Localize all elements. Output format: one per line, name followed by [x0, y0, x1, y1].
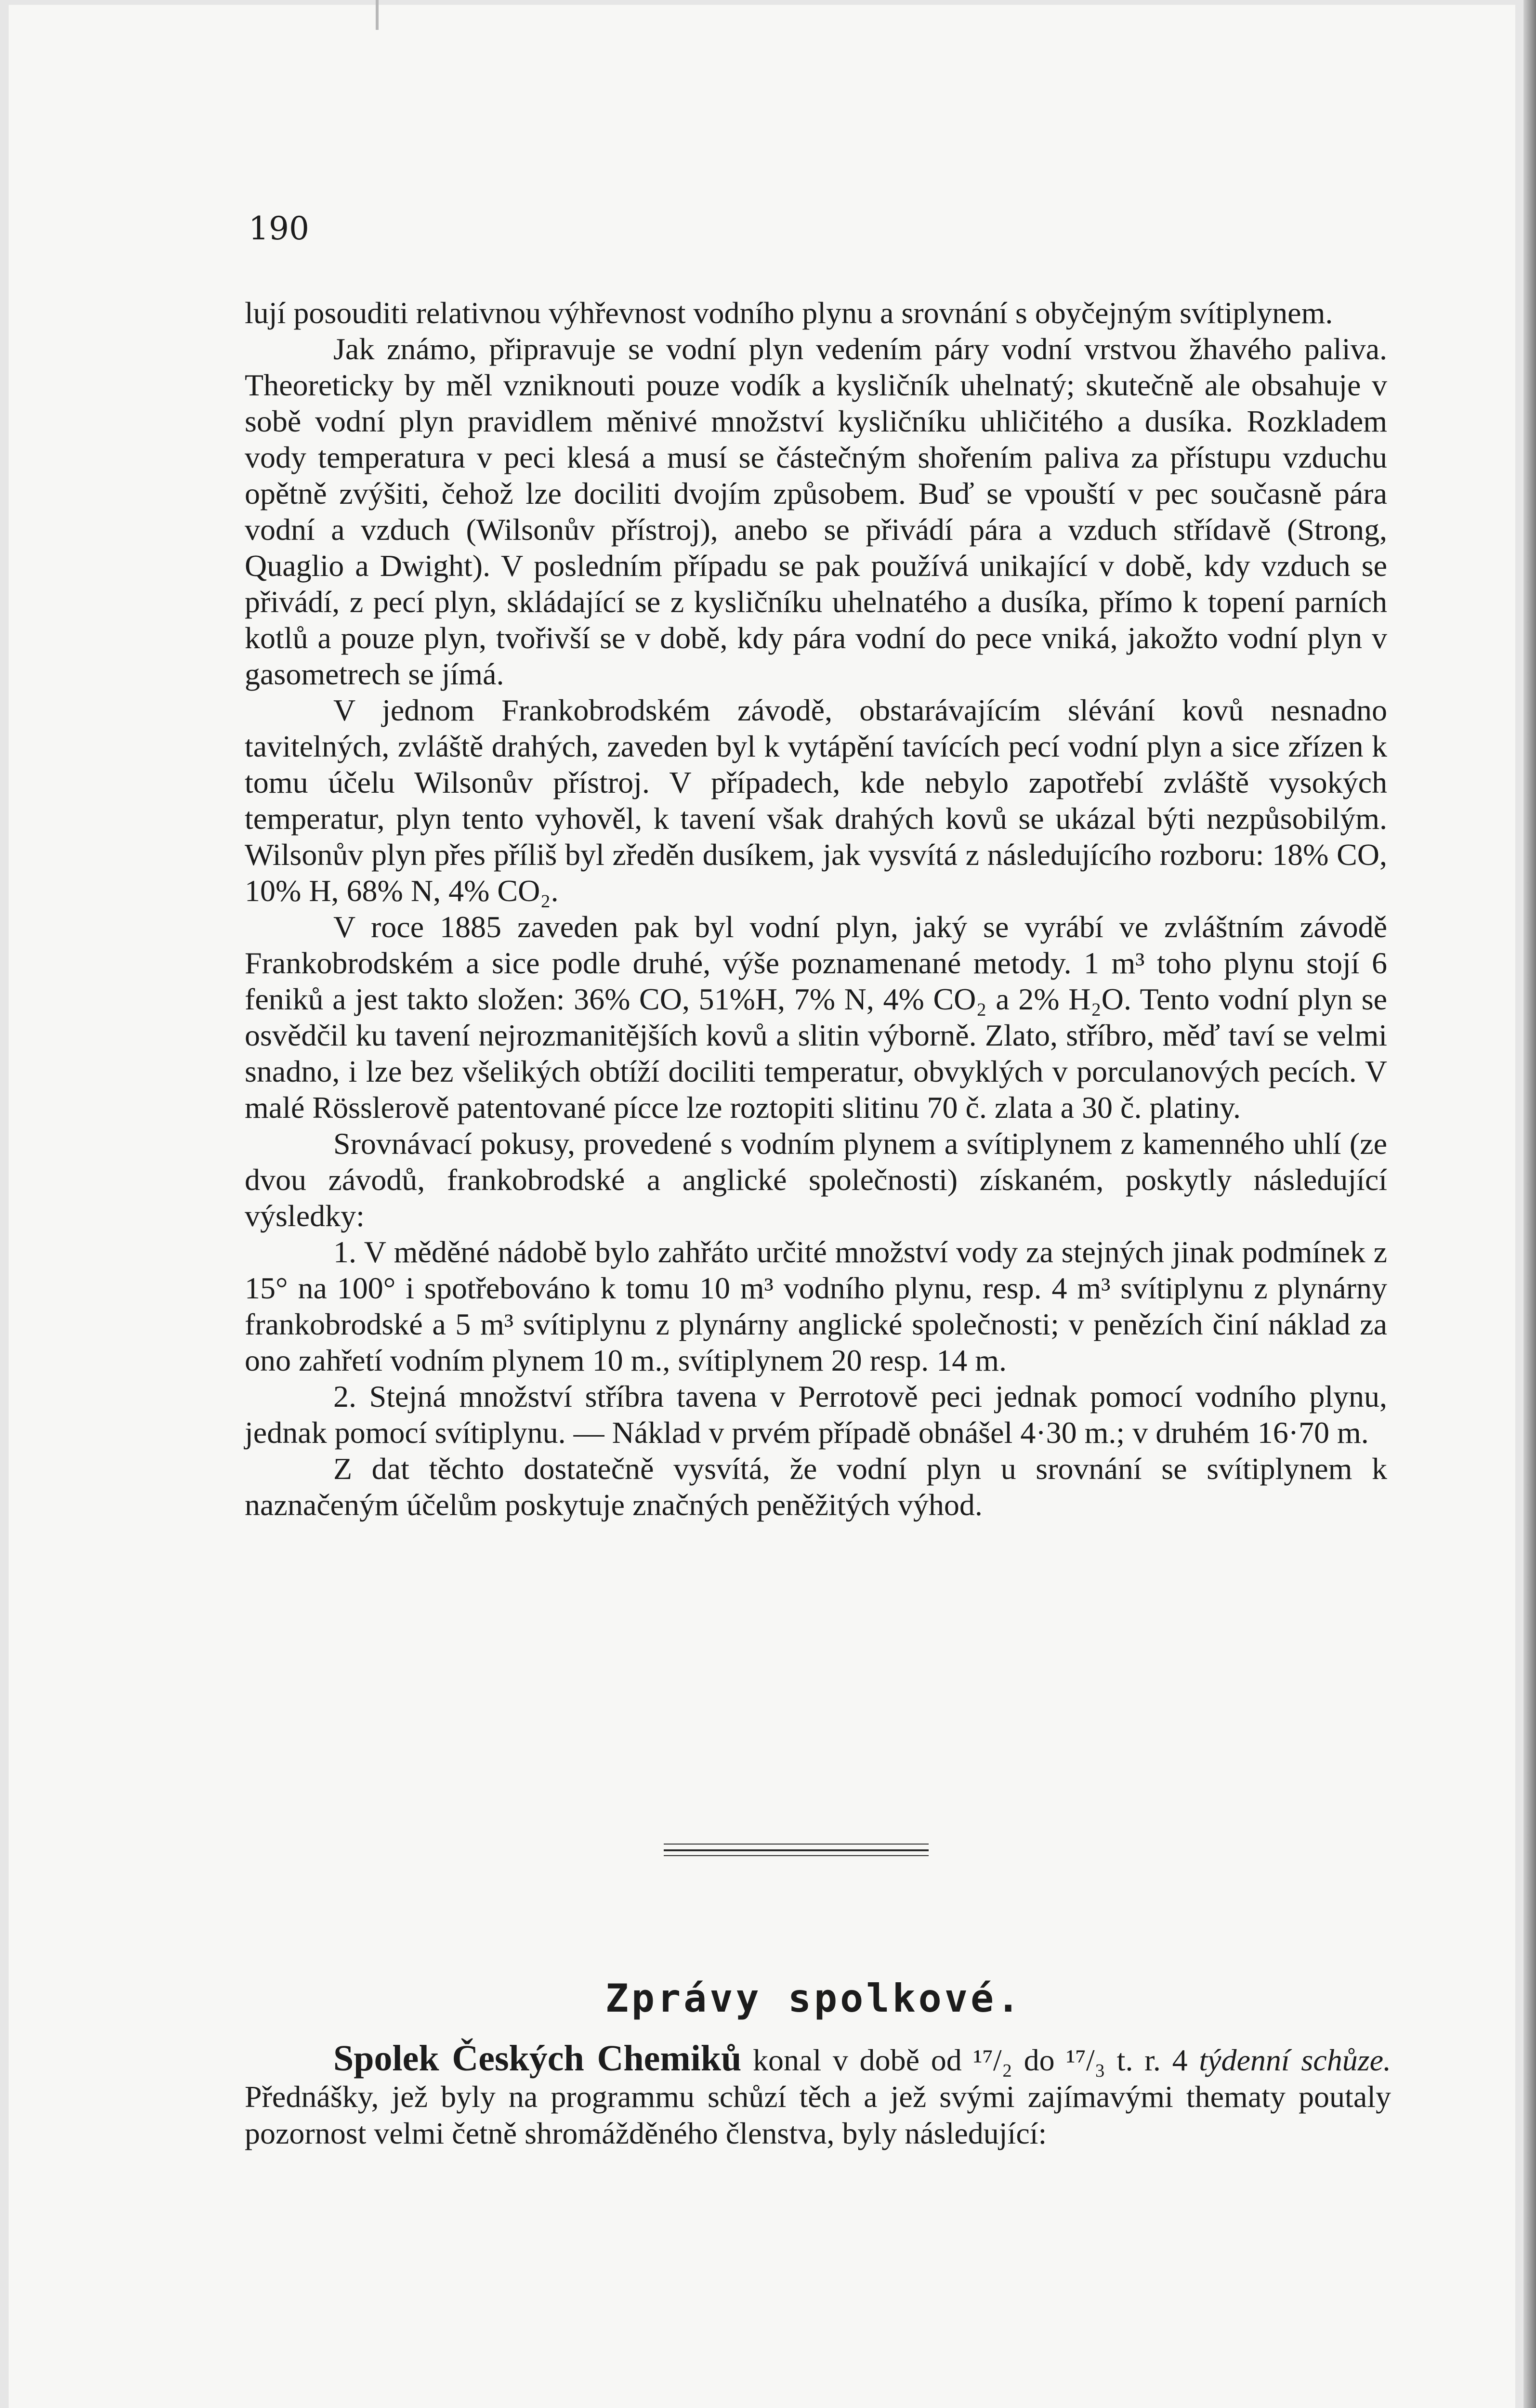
paragraph-frankfurt-foundry: V jednom Frankobrodském závodě, obstarávajícím slévání kovů nesnadno tavitelných, zvláště drahých, zaveden byl k vytápění tavících pecí vodní plyn a sice zřízen k tomu účelu Wilsonův přístroj. V případech, kde nebylo zapotřebí zvláště vysokých temperatur, plyn tento vyhověl, k tavení však drahých kovů se ukázal býti nezpůsobilým. Wilsonův plyn přes příliš byl zředěn dusíkem, jak vysvítá z následujícího rozboru: 18% CO, 10% H, 68% N, 4% CO₂.	[245, 693, 1387, 908]
article-body	[245, 295, 1387, 1523]
paragraph-comparative-tests: Srovnávací pokusy, provedené s vodním plynem a svítiplynem z kamenného uhlí (ze dvou závodů, frankobrodské a anglické společnosti) získaném, poskytly následující výsledky:	[245, 1126, 1387, 1233]
notice-italic: týdenní schůze.	[1199, 2043, 1392, 2077]
society-notice	[245, 2040, 1391, 2152]
paragraph-continuation: lují posouditi relativnou výhřevnost vodního plynu a srovnání s obyčejným svítiplynem.	[245, 296, 1333, 330]
page-edge-right	[1523, 0, 1536, 2408]
paragraph-1885-water-gas: V roce 1885 zaveden pak byl vodní plyn, jaký se vyrábí ve zvláštním závodě Frankobrodském a sice podle druhé, výše poznamenané metody. 1 m³ toho plynu stojí 6 feniků a jest takto složen: 36% CO, 51%H, 7% N, 4% CO₂ a 2% H₂O. Tento vodní plyn se osvědčil ku tavení nejrozmanitějších kovů a slitin výborně. Zlato, stříbro, měď taví se velmi snadno, i lze bez všelikých obtíží dociliti temperatur, obvyklých v porculanových pecích. V malé Rösslerově patentované pícce lze roztopiti slitinu 70 č. zlata a 30 č. platiny.	[245, 910, 1387, 1125]
section-title: Zprávy spolkové.	[605, 1976, 1023, 2021]
section-divider-top	[664, 1844, 929, 1845]
paragraph-water-gas-preparation: Jak známo, připravuje se vodní plyn vedením páry vodní vrstvou žhavého paliva. Theoreticky by měl vzniknouti pouze vodík a kysličník uhelnatý; skutečně ale obsahuje v sobě vodní plyn pravidlem měnivé množství kysličníku uhličitého a dusíka. Rozkladem vody temperatura v peci klesá a musí se částečným shořením paliva za přístupu vzduchu opětně zvýšiti, čehož lze dociliti dvojím způsobem. Buď se vpouští v pec současně pára vodní a vzduch (Wilsonův přístroj), anebo se přivádí pára a vzduch střídavě (Strong, Quaglio a Dwight). V posledním případu se pak používá unikající v době, kdy vzduch se přivádí, z pecí plyn, skládající se z kysličníku uhelnatého a dusíka, přímo k topení parních kotlů a pouze plyn, tvořivší se v době, kdy pára vodní do pece vniká, jakožto vodní plyn v gasometrech se jímá.	[245, 332, 1387, 691]
section-divider-middle	[664, 1849, 929, 1851]
paragraph-conclusion: Z dat těchto dostatečně vysvítá, že vodní plyn u srovnání se svítiplynem k naznačeným účelům poskytuje značných peněžitých výhod.	[245, 1452, 1387, 1522]
notice-text-1: konal v době od ¹⁷/₂ do ¹⁷/₃ t. r. 4	[741, 2043, 1199, 2077]
page-number: 190	[249, 210, 309, 247]
society-notice-paragraph	[245, 2040, 1391, 2152]
scan-mark	[376, 0, 379, 30]
paragraph-result-1: 1. V měděné nádobě bylo zahřáto určité množství vody za stejných jinak podmínek z 15° na 100° i spotřebováno k tomu 10 m³ vodního plynu, resp. 4 m³ svítiplynu z plynárny frankobrodské a 5 m³ svítiplynu z plynárny anglické společnosti; v penězích činí náklad za ono zahřetí vodním plynem 10 m., svítiplynem 20 resp. 14 m.	[245, 1235, 1387, 1377]
notice-text-2: Přednášky, jež byly na programmu schůzí těch a jež svými zajímavými thematy poutaly pozornost velmi četně shromážděného členstva, byly následující:	[245, 2080, 1391, 2150]
section-divider-bottom	[664, 1855, 929, 1856]
society-name: Spolek Českých Chemiků	[333, 2038, 742, 2079]
paragraph-result-2: 2. Stejná množství stříbra tavena v Perrotově peci jednak pomocí vodního plynu, jednak pomocí svítiplynu. — Náklad v prvém případě obnášel 4·30 m.; v druhém 16·70 m.	[245, 1379, 1387, 1450]
